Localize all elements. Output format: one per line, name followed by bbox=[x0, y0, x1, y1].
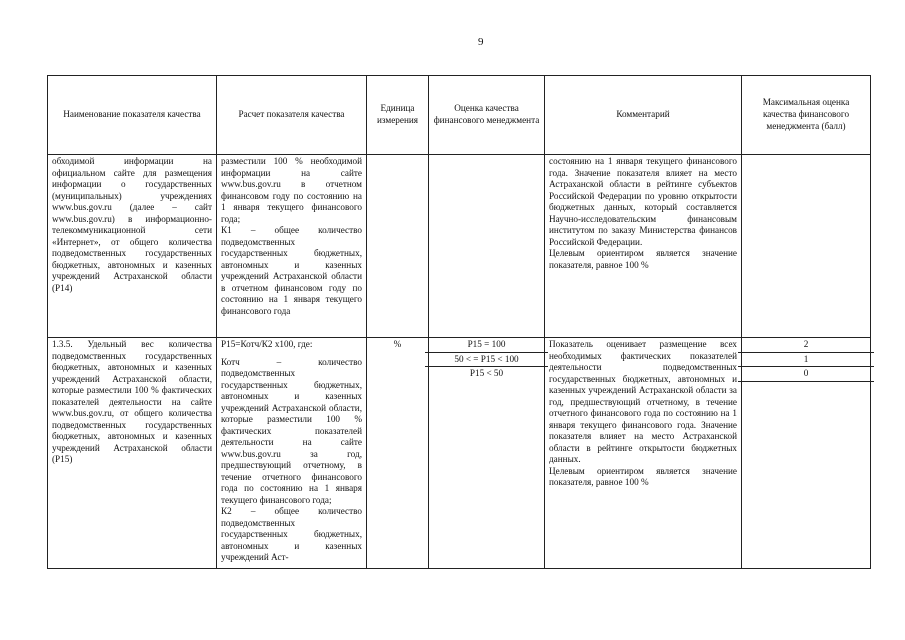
max-score-option: 2 bbox=[738, 338, 874, 353]
table-row bbox=[48, 155, 871, 338]
calculation-description: Котч – количество подведомственных государственных бюджетных, автономных и казенных учреждений Астраханской области, которые разместили 100 % фактических показателей деятельности на сайте www.bus.gov.ru за год, предшествующий отчетному, в течение отчетного финансового года по состоянию на 1 января текущего финансового года; К2 – общее количество подведомственных государственных бюджетных, автономных и казенных учреждений Аст- bbox=[221, 356, 362, 562]
calculation-formula: P15=Котч/К2 x100, где: bbox=[221, 339, 313, 349]
max-score-cell bbox=[742, 155, 871, 338]
unit-cell bbox=[367, 155, 429, 338]
header-unit: Единица измерения bbox=[367, 76, 429, 155]
max-score-option: 1 bbox=[738, 353, 874, 368]
comment-cell: состоянию на 1 января текущего финансового года. Значение показателя влияет на место Астраханской области в рейтинге субъектов Российской Федерации по уровню открытости бюджетных данных, который составляется Научно-исследовательским финансовым институтом по заказу Министерства финансов Российской Федерации. Целевым ориентиром является значение показателя, равное 100 % bbox=[545, 155, 742, 338]
header-comment: Комментарий bbox=[545, 76, 742, 155]
score-option: P15 < 50 bbox=[469, 368, 504, 378]
header-score: Оценка качества финансового менеджмента bbox=[429, 76, 545, 155]
score-cell bbox=[429, 155, 545, 338]
table-row bbox=[48, 338, 871, 569]
indicator-name-cell: обходимой информации на официальном сайте для размещения информации о государственных (муниципальных) учреждениях www.bus.gov.ru (далее – сайт www.bus.gov.ru) в информационно-телекоммуникационной сети «Интернет», от общего количества подведомственных государственных бюджетных, автономных и казенных учреждений Астраханской области (P14) bbox=[48, 155, 217, 338]
score-option: 50 < = P15 < 100 bbox=[425, 353, 548, 368]
max-score-option: 0 bbox=[738, 367, 874, 382]
calculation-cell: разместили 100 % необходимой информации на сайте www.bus.gov.ru в отчетном финансовом году по состоянию на 1 января текущего финансового года; К1 – общее количество подведомственных государственных бюджетных, автономных и казенных учреждений Астраханской области в отчетном финансовом году по состоянию на 1 января текущего финансового года bbox=[217, 155, 367, 338]
indicator-name-cell: 1.3.5. Удельный вес количества подведомственных государственных бюджетных, автономных и казенных учреждений Астраханской области, которые разместили 100 % фактических показателей деятельности на сайте www.bus.gov.ru, от общего количества подведомственных государственных бюджетных, автономных и казенных учреждений Астраханской области (P15) bbox=[48, 338, 217, 569]
calculation-cell bbox=[217, 338, 367, 569]
header-max-score: Максимальная оценка качества финансового менеджмента (балл) bbox=[742, 76, 871, 155]
score-cell bbox=[429, 338, 545, 569]
page-number: 9 bbox=[478, 36, 484, 48]
score-option: P15 = 100 bbox=[425, 338, 548, 353]
header-calculation: Расчет показателя качества bbox=[217, 76, 367, 155]
unit-cell: % bbox=[367, 338, 429, 569]
comment-cell: Показатель оценивает размещение всех необходимых фактических показателей деятельности подведомственных государственных бюджетных, автономных и казенных учреждений Астраханской области за год, предшествующий отчетному, в течение отчетного финансового года по состоянию на 1 января текущего финансового года. Значение показателя влияет на место Астраханской области в рейтинге открытости бюджетных данных. Целевым ориентиром является значение показателя, равное 100 % bbox=[545, 338, 742, 569]
quality-indicators-table bbox=[47, 75, 871, 569]
max-score-cell bbox=[742, 338, 871, 569]
header-indicator-name: Наименование показателя качества bbox=[48, 76, 217, 155]
table-header-row bbox=[48, 76, 871, 155]
